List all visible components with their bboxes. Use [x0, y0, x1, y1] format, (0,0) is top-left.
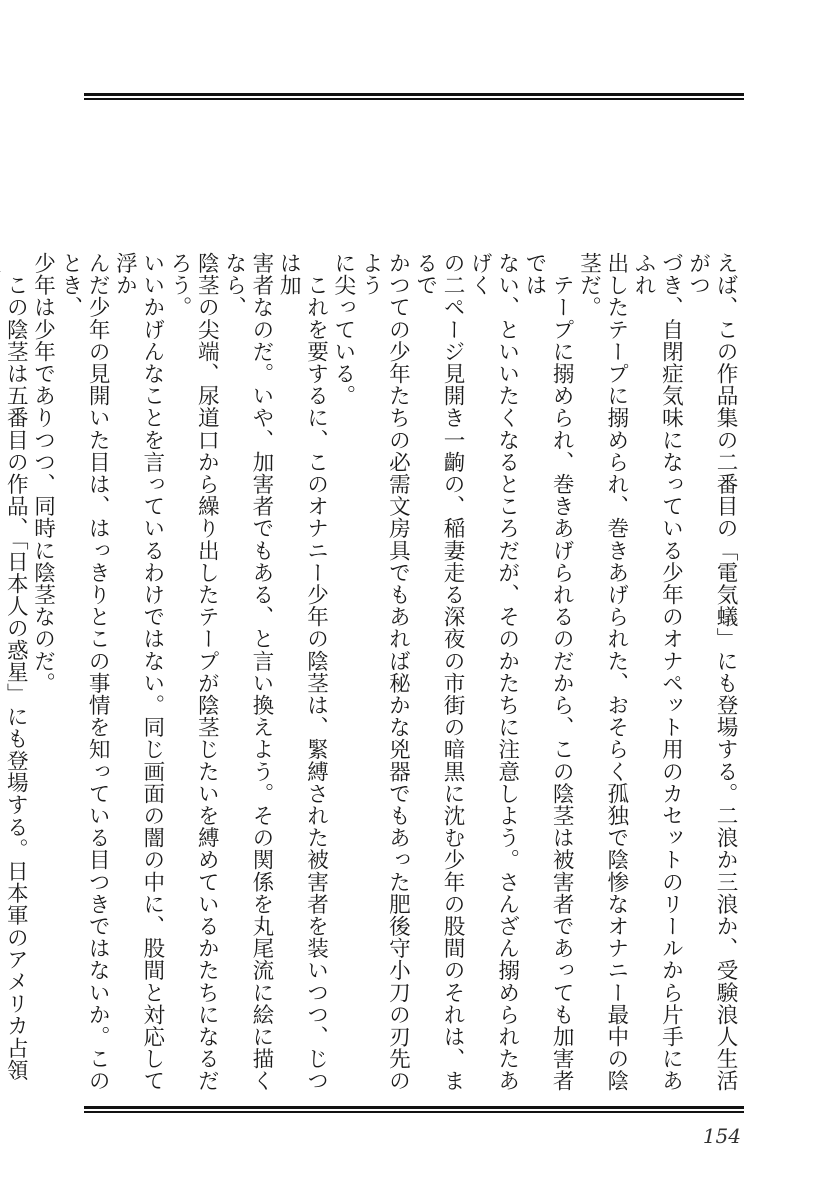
text-line: の二ページ見開き一齣の、稲妻走る深夜の市街の暗黒に沈む少年の股間のそれは、まるで: [412, 252, 466, 1092]
text-line: 陰茎の尖端、尿道口から繰り出したテープが陰茎じたいを縛めているかたちになるだろう。: [167, 252, 220, 1092]
text-line: ない、といいたくなるところだが、そのかたちに注意しよう。さんざん搦められたあげく: [467, 252, 520, 1092]
text-line: 害者なのだ。いや、加害者でもある、と言い換えよう。その関係を丸尾流に絵に描くなら、: [221, 252, 274, 1092]
text-line: に尖っている。: [330, 252, 356, 407]
text-line: いいかげんなことを言っているわけではない。同じ画面の闇の中に、股間と対応して浮か: [112, 252, 165, 1092]
top-rule: [84, 93, 744, 101]
text-line: んだ少年の見開いた目は、はっきりとこの事情を知っている目つきではないか。このとき、: [57, 252, 111, 1092]
text-line: この陰茎は五番目の作品、「日本人の惑星」にも登場する。日本軍のアメリカ占領: [3, 274, 29, 1081]
text-line: かつての少年たちの必需文房具でもあれば秘かな兇器でもあった肥後守小刀の刃先のよう: [358, 252, 411, 1092]
text-line: づき、自閉症気味になっている少年のオナペット用のカセットのリールから片手にあふれ: [631, 252, 684, 1092]
text-line: 少年は少年でありつつ、同時に陰茎なのだ。: [30, 252, 56, 694]
text-line: これを要するに、このオナニー少年の陰茎は、緊縛された被害者を装いつつ、じつは加: [276, 252, 329, 1092]
text-line: えば、この作品集の二番目の「電気蟻」にも登場する。二浪か三浪か、受験浪人生活がつ: [685, 252, 738, 1092]
text-line: 出したテープに搦められ、巻きあげられた、おそらく孤独で陰惨なオナニー最中の陰茎だ。: [576, 252, 629, 1092]
bottom-rule: [84, 1106, 744, 1114]
page-number: 154: [702, 1124, 741, 1148]
body-text: [3, 252, 739, 1092]
text-line: テープに搦められ、巻きあげられるのだから、この陰茎は被害者であっても加害者では: [521, 252, 575, 1092]
